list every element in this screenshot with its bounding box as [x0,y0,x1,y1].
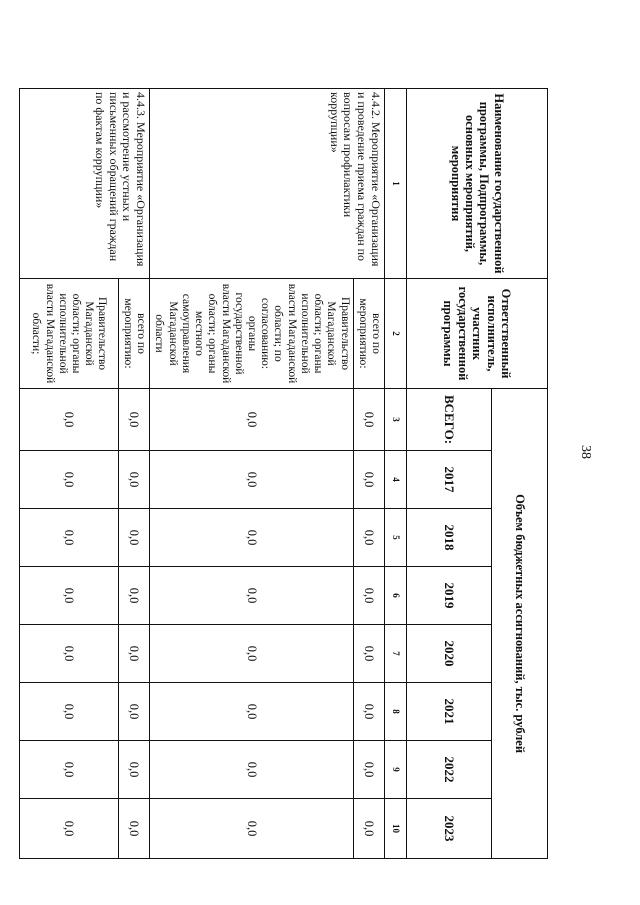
value-cell: 0,0 [150,567,353,625]
value-cell: 0,0 [118,567,149,625]
executor-cell: всего по мероприятию: [118,279,149,389]
value-cell: 0,0 [353,389,384,451]
column-number: 5 [385,509,407,567]
column-number: 6 [385,567,407,625]
value-cell: 0,0 [353,683,384,741]
value-cell: 0,0 [353,799,384,859]
header-row-1 [492,89,548,859]
column-number-row [385,89,407,859]
value-cell: 0,0 [118,741,149,799]
table-row [353,89,384,859]
value-cell: 0,0 [118,625,149,683]
header-program-name: Наименование государственной программы, Подпрограммы, основных мероприятий, мероприятия [407,89,548,279]
column-number: 2 [385,279,407,389]
column-number: 10 [385,799,407,859]
value-cell: 0,0 [19,625,118,683]
value-cell: 0,0 [19,389,118,451]
value-cell: 0,0 [353,741,384,799]
column-number: 3 [385,389,407,451]
column-number: 8 [385,683,407,741]
executor-cell: Правительство Магаданской области; органы исполнительной власти Магаданской области; [19,279,118,389]
header-budget-group: Объем бюджетных ассигнований, тыс. рублей [492,389,548,859]
column-number: 1 [385,89,407,279]
header-year: 2022 [407,741,492,799]
header-year: 2023 [407,799,492,859]
value-cell: 0,0 [118,509,149,567]
rotated-table-container [30,88,548,858]
page-number: 38 [578,445,593,459]
value-cell: 0,0 [150,683,353,741]
header-executor: Ответственный исполнитель, участник государственной программы [407,279,548,389]
table-row [118,89,149,859]
value-cell: 0,0 [150,799,353,859]
column-number: 9 [385,741,407,799]
table-frame [30,88,548,858]
value-cell: 0,0 [19,567,118,625]
value-cell: 0,0 [150,509,353,567]
header-year: 2018 [407,509,492,567]
value-cell: 0,0 [118,799,149,859]
value-cell: 0,0 [19,683,118,741]
value-cell: 0,0 [19,509,118,567]
value-cell: 0,0 [150,625,353,683]
measure-name: 4.4.3. Мероприятие «Организация и рассмотрение устных и письменных обращений граждан по фактам коррупции» [19,89,149,279]
budget-table [19,88,548,859]
value-cell: 0,0 [19,799,118,859]
value-cell: 0,0 [150,741,353,799]
header-year: 2021 [407,683,492,741]
measure-name: 4.4.2. Мероприятие «Организация и проведение приема граждан по вопросам профилактики коррупции» [150,89,385,279]
value-cell: 0,0 [353,625,384,683]
value-cell: 0,0 [118,389,149,451]
value-cell: 0,0 [150,389,353,451]
executor-cell: Правительство Магаданской области; органы исполнительной власти Магаданской области; по согласованию: органы государственной власти Магаданской области; органы местного самоуправления Магаданской области [150,279,353,389]
value-cell: 0,0 [19,741,118,799]
header-year: 2019 [407,567,492,625]
header-year: 2017 [407,451,492,509]
value-cell: 0,0 [19,451,118,509]
header-year: 2020 [407,625,492,683]
executor-cell: всего по мероприятию: [353,279,384,389]
value-cell: 0,0 [353,567,384,625]
column-number: 7 [385,625,407,683]
value-cell: 0,0 [353,509,384,567]
value-cell: 0,0 [118,451,149,509]
column-number: 4 [385,451,407,509]
header-total: ВСЕГО: [407,389,492,451]
value-cell: 0,0 [150,451,353,509]
value-cell: 0,0 [118,683,149,741]
value-cell: 0,0 [353,451,384,509]
